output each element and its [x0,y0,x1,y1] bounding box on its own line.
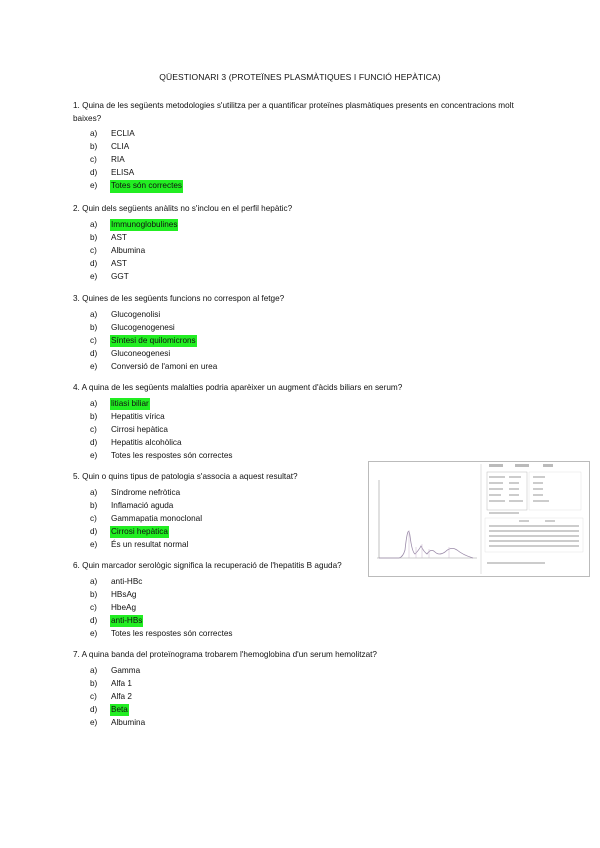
option-letter: d) [90,615,98,625]
option-text: Totes les respostes són correctes [111,628,233,638]
option[interactable] [73,437,533,450]
question-text: 2. Quin dels següents anàlits no s'inclou en el perfil hepàtic? [73,204,293,213]
option-letter: c) [90,691,97,701]
option-correct[interactable] [73,398,533,411]
option-text-highlighted: Immunoglobulines [110,219,178,232]
options-list [73,576,533,641]
option-text-highlighted: Cirrosi hepàtica [110,526,169,539]
option[interactable] [73,128,533,141]
option-text: HBsAg [111,589,137,599]
option-letter: d) [90,437,98,447]
option-letter: a) [90,487,98,497]
option-text: És un resultat normal [111,539,189,549]
option-letter: a) [90,309,98,319]
option[interactable] [73,678,533,691]
option-text-highlighted: anti-HBs [110,615,143,628]
option-letter: e) [90,628,98,638]
option-text: Inflamació aguda [111,500,174,510]
option-text-highlighted: litiasi biliar [110,398,150,411]
option-text-highlighted: Beta [110,704,129,717]
option-text: CLIA [111,142,130,152]
options-list [73,128,533,193]
option-text: Cirrosi hepàtica [111,424,168,434]
option[interactable] [73,309,533,322]
option-letter: a) [90,665,98,675]
question-6 [73,560,533,641]
option-text: Hepatitis alcohòlica [111,437,182,447]
option-text: Síndrome nefròtica [111,487,181,497]
option-letter: a) [90,219,98,229]
question-text: 1. Quina de les següents metodologies s'utilitza per a quantificar proteïnes plasmàtiques presents en concentracions molt baixes? [73,101,514,123]
option-letter: d) [90,526,98,536]
option-letter: e) [90,450,98,460]
option-letter: d) [90,348,98,358]
option[interactable] [73,691,533,704]
option-correct[interactable] [73,219,533,232]
option[interactable] [73,411,533,424]
option-letter: e) [90,361,98,371]
option[interactable] [73,628,533,641]
option[interactable] [73,602,533,615]
options-list [73,398,533,463]
option[interactable] [73,361,533,374]
question-text: 3. Quines de les següents funcions no correspon al fetge? [73,294,285,303]
option-text: Alfa 1 [111,678,132,688]
option-text: AST [111,258,127,268]
option-letter: e) [90,539,98,549]
option[interactable] [73,665,533,678]
options-list [73,219,533,284]
option[interactable] [73,717,533,730]
option[interactable] [73,589,533,602]
document-title: QÜESTIONARI 3 (PROTEÏNES PLASMÀTIQUES I FUNCIÓ HEPÀTICA) [159,72,441,82]
option-letter: a) [90,129,98,139]
option-letter: b) [90,232,98,242]
option-letter: d) [90,258,98,268]
option-correct[interactable] [73,180,533,193]
option-letter: e) [90,181,98,191]
option-text: Conversió de l'amoni en urea [111,361,218,371]
option-letter: c) [90,245,97,255]
option[interactable] [73,576,533,589]
option-text: HbeAg [111,602,137,612]
option-text: Gluconeogenesi [111,348,171,358]
option-letter: c) [90,424,97,434]
option-letter: c) [90,513,97,523]
question-4 [73,382,533,463]
option-letter: b) [90,500,98,510]
option-letter: d) [90,704,98,714]
option-text: AST [111,232,127,242]
question-text: 5. Quin o quins tipus de patologia s'associa a aquest resultat? [73,472,298,481]
option-letter: a) [90,576,98,586]
option-correct[interactable] [73,335,533,348]
option-text: Alfa 2 [111,691,132,701]
option-text: Gammapatia monoclonal [111,513,203,523]
option-letter: b) [90,589,98,599]
option[interactable] [73,154,533,167]
option-text: GGT [111,271,129,281]
option-letter: b) [90,678,98,688]
question-7 [73,649,533,730]
question-text: 4. A quina de les següents malalties podria aparèixer un augment d'àcids biliars en serum? [73,383,403,392]
options-list [73,665,533,730]
option-letter: b) [90,142,98,152]
option-text: ELISA [111,168,135,178]
option-letter: a) [90,398,98,408]
option-text: Totes les respostes són correctes [111,450,233,460]
option-letter: c) [90,155,97,165]
option-correct[interactable] [73,615,533,628]
option-text: Albumina [111,245,146,255]
option-text: ECLIA [111,129,135,139]
option-correct[interactable] [73,704,533,717]
option-text: Glucogenogenesi [111,322,175,332]
option[interactable] [73,271,533,284]
options-list [73,309,533,374]
option-letter: b) [90,411,98,421]
option-letter: d) [90,168,98,178]
option-text-highlighted: Síntesi de quilomicrons [110,335,197,348]
question-text: 6. Quin marcador serològic significa la recuperació de l'hepatitis B aguda? [73,561,342,570]
option-text: Hepatitis vírica [111,411,165,421]
option-text-highlighted: Totes són correctes [110,180,183,193]
proteinogram-image [369,462,589,576]
option-text: Gamma [111,665,141,675]
option[interactable] [73,322,533,335]
option-letter: e) [90,271,98,281]
option[interactable] [73,258,533,271]
option-letter: c) [90,602,97,612]
option[interactable] [73,245,533,258]
question-1 [73,100,533,193]
question-2 [73,203,533,284]
option-letter: b) [90,322,98,332]
question-text: 7. A quina banda del proteïnograma trobarem l'hemoglobina d'un serum hemolitzat? [73,650,377,659]
option-text: RIA [111,155,125,165]
option[interactable] [73,348,533,361]
option[interactable] [73,141,533,154]
option-text: Albumina [111,717,146,727]
option[interactable] [73,167,533,180]
option[interactable] [73,232,533,245]
option-text: Glucogenolisi [111,309,161,319]
option-letter: e) [90,717,98,727]
question-3 [73,293,533,374]
option-text: anti-HBc [111,576,143,586]
option[interactable] [73,424,533,437]
option-letter: c) [90,335,97,345]
